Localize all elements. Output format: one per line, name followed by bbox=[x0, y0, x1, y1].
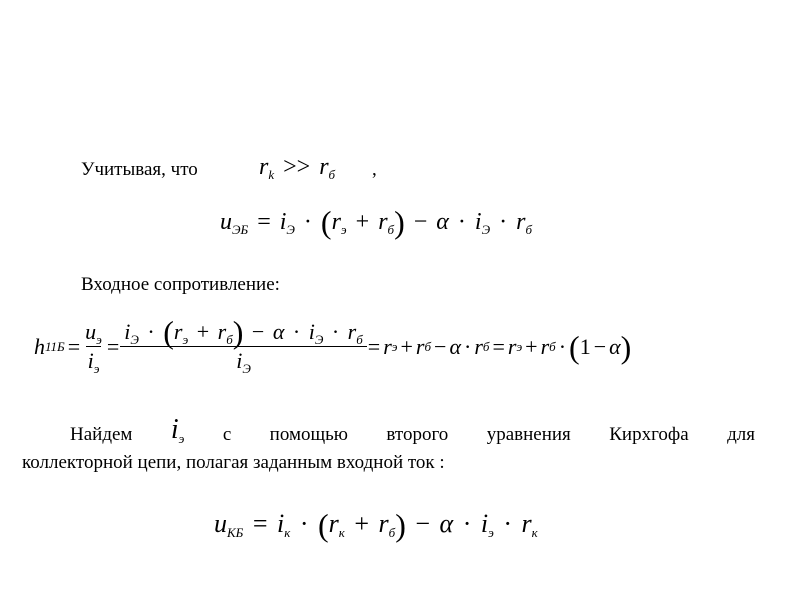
r-symbol: r bbox=[540, 333, 550, 359]
much-greater-operator: >> bbox=[283, 154, 311, 180]
dot-operator: · bbox=[303, 209, 312, 235]
r-symbol: r bbox=[378, 509, 389, 538]
r-subscript: б bbox=[226, 332, 233, 347]
alpha-symbol: α bbox=[272, 319, 285, 344]
u-subscript: э bbox=[96, 332, 102, 347]
i-subscript: Э bbox=[242, 361, 251, 376]
left-paren: ( bbox=[317, 507, 329, 543]
r-subscript: э bbox=[340, 222, 347, 237]
i-subscript: э bbox=[93, 361, 100, 376]
word: помощью bbox=[269, 424, 348, 445]
i-e-symbol bbox=[171, 416, 185, 446]
equals-sign: = bbox=[67, 333, 81, 359]
collector-circuit-text: коллекторной цепи, полагая заданным входной ток : bbox=[22, 452, 445, 473]
r-symbol: r bbox=[415, 333, 425, 359]
condition-formula bbox=[259, 154, 336, 182]
u-symbol: u bbox=[214, 509, 227, 538]
intro-label: Учитывая, что bbox=[81, 159, 198, 180]
dot-operator: · bbox=[503, 509, 512, 538]
i-subscript: э bbox=[488, 525, 494, 540]
dot-operator: · bbox=[331, 319, 340, 344]
intro-text-considering bbox=[81, 160, 198, 179]
r-symbol: r bbox=[328, 509, 339, 538]
word: второго bbox=[386, 424, 449, 445]
r-subscript: б bbox=[525, 222, 532, 237]
word: уравнения bbox=[486, 424, 571, 445]
word: с bbox=[222, 424, 232, 445]
r-symbol: r bbox=[347, 319, 357, 344]
minus-sign: − bbox=[413, 209, 428, 235]
r-symbol: r bbox=[474, 333, 483, 359]
right-paren: ) bbox=[232, 314, 244, 350]
i-subscript: Э bbox=[314, 332, 324, 347]
r-symbol: r bbox=[516, 209, 526, 235]
r-b-subscript: б bbox=[328, 167, 336, 182]
u-subscript: ЭБ bbox=[232, 222, 249, 237]
minus-sign: − bbox=[251, 319, 265, 344]
minus-sign: − bbox=[593, 333, 607, 359]
alpha-symbol: α bbox=[449, 333, 462, 359]
plus-sign: + bbox=[525, 333, 538, 359]
dot-operator: · bbox=[292, 319, 301, 344]
dot-operator: · bbox=[457, 209, 466, 235]
r-k-subscript: k bbox=[268, 167, 275, 182]
alpha-symbol: α bbox=[436, 209, 449, 235]
minus-sign: − bbox=[415, 509, 431, 538]
i-symbol: i bbox=[308, 319, 315, 344]
i-symbol: i bbox=[276, 509, 285, 538]
dot-operator: · bbox=[464, 333, 472, 359]
i-symbol: i bbox=[87, 348, 94, 373]
r-k-symbol: r bbox=[259, 154, 269, 180]
plus-sign: + bbox=[196, 319, 210, 344]
r-subscript: э bbox=[182, 332, 189, 347]
dot-operator: · bbox=[462, 509, 472, 538]
i-symbol: i bbox=[474, 209, 482, 235]
i-symbol: i bbox=[480, 509, 489, 538]
plus-sign: + bbox=[400, 333, 413, 359]
dot-operator: · bbox=[299, 509, 309, 538]
r-subscript: б bbox=[356, 332, 363, 347]
left-paren: ( bbox=[163, 314, 174, 350]
u-subscript: КБ bbox=[227, 525, 244, 540]
alpha-symbol: α bbox=[609, 333, 621, 359]
u-symbol: u bbox=[220, 209, 232, 235]
right-paren: ) bbox=[395, 507, 406, 543]
i-subscript: Э bbox=[130, 332, 139, 347]
i-subscript: Э bbox=[286, 222, 295, 237]
r-subscript: б bbox=[388, 525, 396, 540]
word: для bbox=[727, 424, 755, 445]
equals-sign: = bbox=[492, 333, 505, 359]
dot-operator: · bbox=[499, 209, 508, 235]
i-symbol: i bbox=[279, 209, 287, 235]
fraction-expanded bbox=[122, 314, 365, 376]
equation-h11b: h 11Б = $\frac{u_э}{i_э}$ = $i_Э \cdot (r_э + r_б) - \alpha \cdot i_Э \cdot r_б$ $i_Э$ = r э + r б − α · r б = r э + r б · ( 1 − α ) bbox=[34, 314, 632, 376]
r-symbol: r bbox=[173, 319, 183, 344]
i-symbol: i bbox=[170, 414, 179, 445]
r-symbol: r bbox=[217, 319, 227, 344]
r-symbol: r bbox=[521, 509, 532, 538]
i-symbol: i bbox=[236, 348, 243, 373]
r-symbol: r bbox=[383, 333, 392, 359]
r-subscript: б bbox=[387, 222, 395, 237]
r-symbol: r bbox=[378, 209, 388, 235]
equals-sign: = bbox=[106, 333, 120, 359]
equals-sign: = bbox=[367, 333, 381, 359]
condition-comma: , bbox=[372, 159, 377, 180]
alpha-symbol: α bbox=[439, 509, 454, 538]
h-symbol: h bbox=[34, 333, 45, 359]
equation-u-eb bbox=[220, 204, 532, 240]
i-subscript: Э bbox=[481, 222, 491, 237]
i-symbol: i bbox=[124, 319, 131, 344]
right-paren: ) bbox=[394, 204, 405, 240]
number-one: 1 bbox=[579, 333, 591, 359]
i-subscript: к bbox=[284, 525, 291, 540]
r-symbol: r bbox=[331, 209, 341, 235]
left-paren: ( bbox=[320, 204, 332, 240]
word: Кирхгофа bbox=[609, 424, 689, 445]
minus-sign: − bbox=[434, 333, 447, 359]
word-find: Найдем bbox=[70, 424, 133, 445]
plus-sign: + bbox=[354, 509, 370, 538]
fraction-u-over-i bbox=[83, 319, 104, 376]
r-subscript: к bbox=[531, 525, 538, 540]
equation-u-kb bbox=[214, 507, 538, 543]
equals-sign: = bbox=[252, 509, 268, 538]
r-subscript: к bbox=[338, 525, 345, 540]
r-b-symbol: r bbox=[319, 154, 329, 180]
kirchhoff-sentence-line bbox=[70, 414, 755, 446]
plus-sign: + bbox=[355, 209, 370, 235]
equals-sign: = bbox=[257, 209, 271, 235]
u-symbol: u bbox=[85, 319, 97, 344]
dot-operator: · bbox=[147, 319, 155, 344]
r-symbol: r bbox=[507, 333, 517, 359]
i-subscript: э bbox=[178, 431, 185, 446]
dot-operator: · bbox=[558, 333, 567, 359]
input-resistance-label: Входное сопротивление: bbox=[81, 274, 280, 295]
